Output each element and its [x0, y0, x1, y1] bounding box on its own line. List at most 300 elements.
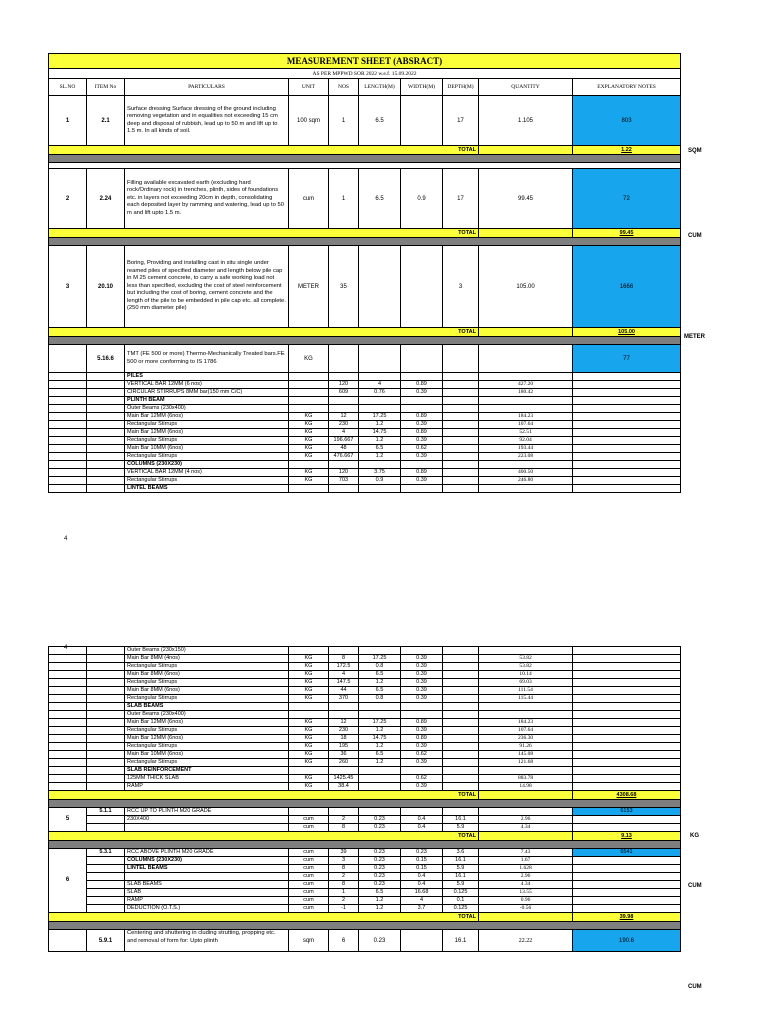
item-6-depth: 16.1	[443, 857, 479, 865]
item-4-nos: 147.5	[329, 679, 359, 687]
header-length: LENGTH(M)	[359, 79, 401, 96]
item-4-quantity	[479, 373, 573, 381]
item-4-quantity: 400.50	[479, 469, 573, 477]
item-6-width: 3.7	[401, 905, 443, 913]
item-5-quantity: 4.34	[479, 824, 573, 832]
item-6-rows	[49, 849, 681, 913]
table-row	[49, 413, 681, 421]
table-row	[49, 767, 681, 775]
table-row	[49, 865, 681, 873]
item-3-depth: 3	[443, 246, 479, 328]
item-4-unit: KG	[289, 671, 329, 679]
item-4-unit	[289, 381, 329, 389]
item-4-length: 1.2	[359, 759, 401, 767]
item-4-quantity: 111.54	[479, 687, 573, 695]
item-4-quantity	[479, 485, 573, 493]
item-4-nos: 4	[329, 429, 359, 437]
item-4-particulars: Main Bar 8MM (6nos)	[125, 687, 289, 695]
table-row	[49, 381, 681, 389]
item-5-length: 0.23	[359, 816, 401, 824]
table-row	[49, 437, 681, 445]
item-1-note: 803	[573, 96, 681, 146]
table-row	[49, 453, 681, 461]
item-4-particulars: Main Bar 12MM (6nos)	[125, 429, 289, 437]
item-4-nos: 4	[329, 671, 359, 679]
item-2-sl: 2	[49, 169, 87, 229]
item-4-unit: KG	[289, 413, 329, 421]
item-6-particulars: SLAB BEAMS	[125, 881, 289, 889]
table-row	[49, 881, 681, 889]
item-4-quantity: 145.08	[479, 751, 573, 759]
item-4-width: 0.39	[401, 477, 443, 485]
item-4-width: 0.62	[401, 445, 443, 453]
item-6-particulars: SLAB	[125, 889, 289, 897]
item-4-width: 0.39	[401, 421, 443, 429]
item-4-quantity: 115.44	[479, 695, 573, 703]
item-5-depth: 5.9	[443, 824, 479, 832]
item-4-particulars: Main Bar 12MM (6nos)	[125, 413, 289, 421]
item-4-unit: KG	[289, 477, 329, 485]
item-6-unit: cum	[289, 865, 329, 873]
item-4-unit: KG	[289, 783, 329, 791]
item-5-total: 9.13	[573, 832, 681, 841]
item-4-length	[359, 775, 401, 783]
total-label: TOTAL	[49, 229, 479, 238]
item-6-total-unit: CUM	[688, 984, 702, 990]
item-4-unit	[289, 647, 329, 655]
table-row	[49, 905, 681, 913]
item-4-quantity: 10.14	[479, 671, 573, 679]
item-4-particulars: Rectangular Stirrups	[125, 743, 289, 751]
separator	[49, 337, 681, 345]
item-6-unit: cum	[289, 905, 329, 913]
item-4-unit	[289, 711, 329, 719]
item-4-unit	[289, 485, 329, 493]
item-4-unit	[289, 373, 329, 381]
item-4-width: 0.39	[401, 437, 443, 445]
item-4-quantity: 53.82	[479, 655, 573, 663]
header-quantity: QUANTITY	[479, 79, 573, 96]
item-6-width: 16.68	[401, 889, 443, 897]
item-6-quantity: 2.96	[479, 873, 573, 881]
item-6-quantity: -0.56	[479, 905, 573, 913]
item-4-width: 0.39	[401, 783, 443, 791]
item-3-particulars: Boring, Providing and installing cast in situ single under reamed piles of specified diameter and length below pile cap in M 25 cement concrete, to carry a safe working load not less than specified, excluding the cost of steel reinforcement but including the cost of boring, cement concrete and the length of the pile to be embedded in pile cap etc. all complete. (250 mm diameter pile)	[125, 246, 289, 328]
table-row	[49, 897, 681, 905]
item-4-unit	[289, 397, 329, 405]
item-4-width	[401, 767, 443, 775]
item-4-width: 0.39	[401, 727, 443, 735]
item-6-width: 0.15	[401, 857, 443, 865]
total-label: TOTAL	[49, 913, 479, 922]
item-4-particulars: Main Bar 12MM (6nos)	[125, 719, 289, 727]
item-7-item-no: 5.9.1	[87, 930, 125, 952]
item-5-nos: 2	[329, 816, 359, 824]
item-4-width: 0.39	[401, 695, 443, 703]
item-4-nos: 12	[329, 413, 359, 421]
item-4-length: 17.25	[359, 413, 401, 421]
item-7-particulars: Centering and shuttering in cluding strutting, propping etc. and removal of form for: Upto plinth	[125, 930, 289, 952]
item-6-depth: 0.125	[443, 905, 479, 913]
item-4-quantity: 92.04	[479, 437, 573, 445]
item-6-length: 0.23	[359, 849, 401, 857]
item-4-length	[359, 485, 401, 493]
item-6-particulars: DEDUCTION (O.T.S.)	[125, 905, 289, 913]
total-label: TOTAL	[49, 328, 479, 337]
item-6-depth: 0.125	[443, 889, 479, 897]
item-4-width: 0.39	[401, 759, 443, 767]
item-4-nos	[329, 703, 359, 711]
item-1-total: 1.22	[573, 146, 681, 155]
table-row	[49, 671, 681, 679]
table-row	[49, 461, 681, 469]
table-row	[49, 849, 681, 857]
item-6-nos: 8	[329, 881, 359, 889]
measurement-table-lower	[48, 646, 681, 952]
item-6-quantity: 7.43	[479, 849, 573, 857]
sheet-upper	[48, 53, 680, 493]
item-4-width: 0.39	[401, 389, 443, 397]
item-6-total-row	[49, 913, 681, 922]
item-6-depth: 0.1	[443, 897, 479, 905]
item-5-depth: 16.1	[443, 816, 479, 824]
item-3-length	[359, 246, 401, 328]
item-4-nos: 120	[329, 469, 359, 477]
item-5-unit: cum	[289, 816, 329, 824]
item-4-quantity: 184.23	[479, 413, 573, 421]
item-4-total-row	[49, 791, 681, 800]
item-4-particulars: VERTICAL BAR 12MM (4 nos)	[125, 469, 289, 477]
sheet-title: MEASUREMENT SHEET (ABSRACT)	[49, 54, 681, 69]
item-4-unit: KG	[289, 759, 329, 767]
item-4-width: 0.39	[401, 687, 443, 695]
item-4-particulars: Main Bar 12MM (6nos)	[125, 735, 289, 743]
item-3-note: 1666	[573, 246, 681, 328]
item-4-width	[401, 647, 443, 655]
item-4-unit: KG	[289, 775, 329, 783]
table-row	[49, 655, 681, 663]
item-4-unit: KG	[289, 429, 329, 437]
item-4-unit: KG	[289, 679, 329, 687]
item-4-nos: 38.4	[329, 783, 359, 791]
item-5-total-unit: CUM	[688, 883, 702, 889]
item-1-particulars: Surface dressing Surface dressing of the ground including removing vegetation and in equalities not exceeding 15 cm deep and disposal of rubbish, lead up to 50 m and lift up to 1.5 m. In all kinds of soil.	[125, 96, 289, 146]
item-6-nos: 1	[329, 889, 359, 897]
item-4-total: 4308.68	[573, 791, 681, 800]
item-4-width: 0.89	[401, 429, 443, 437]
item-4-particulars: VERTICAL BAR 12MM (6 nos)	[125, 381, 289, 389]
table-row	[49, 727, 681, 735]
table-row	[49, 703, 681, 711]
item-4-particulars: PLINTH BEAM	[125, 397, 289, 405]
item-5-note: 6153	[573, 808, 681, 816]
item-4-nos	[329, 397, 359, 405]
table-row	[49, 783, 681, 791]
item-4-length	[359, 783, 401, 791]
item-4-nos: 370	[329, 695, 359, 703]
item-4-particulars: Main Bar 10MM (6nos)	[125, 751, 289, 759]
item-4-quantity	[479, 647, 573, 655]
item-4-length: 6.5	[359, 751, 401, 759]
table-row	[49, 759, 681, 767]
item-4-nos: 120	[329, 381, 359, 389]
table-row	[49, 873, 681, 881]
item-6-unit: cum	[289, 889, 329, 897]
item-5-unit	[289, 808, 329, 816]
item-4-particulars: 125MM THICK SLAB	[125, 775, 289, 783]
item-6-length: 1.2	[359, 897, 401, 905]
item-5-item-no: 5.1.1	[87, 808, 125, 816]
item-4-width: 0.39	[401, 453, 443, 461]
item-5-particulars: RCC UP TO PLINTH M20 GRADE	[125, 808, 289, 816]
item-5-nos	[329, 808, 359, 816]
item-1-quantity: 1.105	[479, 96, 573, 146]
item-4-total-unit: KG	[690, 833, 699, 839]
item-4-particulars: Rectangular Stirrups	[125, 663, 289, 671]
sheet-lower	[48, 646, 680, 952]
item-6-depth: 5.9	[443, 881, 479, 889]
table-row	[49, 808, 681, 816]
item-7-unit: sqm	[289, 930, 329, 952]
item-1-depth: 17	[443, 96, 479, 146]
item-7-quantity: 22.22	[479, 930, 573, 952]
header-item-no: ITEM No	[87, 79, 125, 96]
item-4-particulars: RAMP	[125, 783, 289, 791]
item-4-unit: KG	[289, 727, 329, 735]
item-5-depth	[443, 808, 479, 816]
item-4-unit: KG	[289, 663, 329, 671]
item-4-length: 1.2	[359, 727, 401, 735]
item-4-particulars: SLAB BEAMS	[125, 703, 289, 711]
item-1-sl: 1	[49, 96, 87, 146]
item-6-width: 0.4	[401, 873, 443, 881]
item-6-width: 0.23	[401, 849, 443, 857]
item-4-unit: KG	[289, 345, 329, 373]
item-2-length: 6.5	[359, 169, 401, 229]
item-4-width: 0.39	[401, 663, 443, 671]
item-4-particulars: TMT (FE 500 or more) Thermo-Mechanically Treated bars.FE 500 or more conforming to IS 1786	[125, 345, 289, 373]
item-4-quantity: 52.51	[479, 429, 573, 437]
item-4-nos: 36	[329, 751, 359, 759]
item-4-unit: KG	[289, 687, 329, 695]
item-4-width: 0.39	[401, 679, 443, 687]
item-4-unit: KG	[289, 421, 329, 429]
item-6-width: 0.4	[401, 881, 443, 889]
item-6-nos: 2	[329, 897, 359, 905]
item-4-particulars: Rectangular Stirrups	[125, 695, 289, 703]
item-4-width: 0.62	[401, 775, 443, 783]
item-6-quantity: 1.628	[479, 865, 573, 873]
item-4-quantity: 193.44	[479, 445, 573, 453]
item-4-nos: 476.667	[329, 453, 359, 461]
item-4-unit: KG	[289, 743, 329, 751]
table-row	[49, 485, 681, 493]
header-unit: UNIT	[289, 79, 329, 96]
item-5-particulars: 230X400	[125, 816, 289, 824]
item-4-length: 17.25	[359, 655, 401, 663]
item-4-length: 1.2	[359, 679, 401, 687]
item-4-unit	[289, 389, 329, 397]
item-4-length	[359, 703, 401, 711]
item-4-particulars: LINTEL BEAMS	[125, 485, 289, 493]
item-4-nos: 196.667	[329, 437, 359, 445]
item-6-depth: 16.1	[443, 873, 479, 881]
item-4-width: 0.89	[401, 413, 443, 421]
item-4-particulars: Rectangular Stirrups	[125, 679, 289, 687]
item-6-depth: 3.6	[443, 849, 479, 857]
item-6-width: 0.15	[401, 865, 443, 873]
item-6-quantity: 0.96	[479, 897, 573, 905]
measurement-table-upper	[48, 53, 681, 493]
item-3-total-row	[49, 328, 681, 337]
separator	[49, 922, 681, 930]
item-4-quantity: 427.20	[479, 381, 573, 389]
item-6-length: 1.2	[359, 905, 401, 913]
item-4-width: 0.39	[401, 655, 443, 663]
item-5-particulars	[125, 824, 289, 832]
item-6-length: 0.23	[359, 857, 401, 865]
item-4-length: 0.8	[359, 695, 401, 703]
item-6-quantity: 4.34	[479, 881, 573, 889]
total-label: TOTAL	[49, 832, 479, 841]
item-4-nos	[329, 405, 359, 413]
item-3-sl: 3	[49, 246, 87, 328]
item-2-note: 72	[573, 169, 681, 229]
table-row	[49, 735, 681, 743]
item-4-quantity: 53.82	[479, 663, 573, 671]
header-width: WIDTH(M)	[401, 79, 443, 96]
item-6-unit: cum	[289, 857, 329, 865]
item-4-length: 1.2	[359, 453, 401, 461]
item-4-length: 1.2	[359, 437, 401, 445]
item-6-note: 6541	[573, 849, 681, 857]
item-4-length: 1.2	[359, 743, 401, 751]
item-4-nos	[329, 461, 359, 469]
item-1-item-no: 2.1	[87, 96, 125, 146]
item-4-length	[359, 647, 401, 655]
item-5-length	[359, 808, 401, 816]
item-4-quantity: 180.42	[479, 389, 573, 397]
item-4-particulars: Outer Beams (230x400)	[125, 405, 289, 413]
item-4-quantity	[479, 405, 573, 413]
item-3-total-unit: METER	[684, 334, 705, 340]
item-4-unit: KG	[289, 469, 329, 477]
item-4-quantity: 121.68	[479, 759, 573, 767]
item-4-quantity: 107.64	[479, 421, 573, 429]
item-4-width: 0.89	[401, 735, 443, 743]
item-1-total-unit: SQM	[688, 148, 702, 154]
item-6-length: 6.5	[359, 889, 401, 897]
item-4-width	[401, 485, 443, 493]
table-row	[49, 711, 681, 719]
item-5-width: 0.4	[401, 824, 443, 832]
item-2-row	[49, 169, 681, 229]
item-4-length: 4	[359, 381, 401, 389]
item-4-length	[359, 373, 401, 381]
table-row	[49, 824, 681, 832]
item-4-particulars: Rectangular Stirrups	[125, 727, 289, 735]
item-1-total-row	[49, 146, 681, 155]
item-4-subrows-b	[49, 647, 681, 791]
item-4-nos: 609	[329, 389, 359, 397]
item-4-length: 6.5	[359, 687, 401, 695]
item-5-nos: 8	[329, 824, 359, 832]
item-4-subrows-a	[49, 373, 681, 493]
item-4-quantity	[479, 397, 573, 405]
table-row	[49, 857, 681, 865]
item-4-length: 14.75	[359, 429, 401, 437]
separator	[49, 238, 681, 246]
item-2-total: 99.45	[573, 229, 681, 238]
item-6-nos: 2	[329, 873, 359, 881]
table-row	[49, 421, 681, 429]
item-5-quantity: 2.96	[479, 816, 573, 824]
item-6-width: 4	[401, 897, 443, 905]
item-6-nos: 3	[329, 857, 359, 865]
item-7-depth: 16.1	[443, 930, 479, 952]
item-2-depth: 17	[443, 169, 479, 229]
item-4-particulars: COLUMNS (230X230)	[125, 461, 289, 469]
item-6-unit: cum	[289, 873, 329, 881]
item-4-length: 6.5	[359, 445, 401, 453]
item-4-particulars: Rectangular Stirrups	[125, 453, 289, 461]
item-4-width	[401, 461, 443, 469]
item-3-nos: 35	[329, 246, 359, 328]
item-6-nos: 39	[329, 849, 359, 857]
item-4-quantity	[479, 461, 573, 469]
item-4-width: 0.39	[401, 671, 443, 679]
header-slno: SL.NO	[49, 79, 87, 96]
item-4-width	[401, 397, 443, 405]
item-1-width	[401, 96, 443, 146]
item-6-particulars: COLUMNS (230X230)	[125, 857, 289, 865]
item-4-particulars: Main Bar 8MM (6nos)	[125, 671, 289, 679]
item-6-total: 39.98	[573, 913, 681, 922]
item-4-nos	[329, 647, 359, 655]
header-explanatory-notes: EXPLANATORY NOTES	[573, 79, 681, 96]
item-6-particulars	[125, 873, 289, 881]
item-6-length: 0.23	[359, 881, 401, 889]
item-5-total-row	[49, 832, 681, 841]
item-4-length: 17.25	[359, 719, 401, 727]
item-4-quantity: 91.26	[479, 743, 573, 751]
item-1-row	[49, 96, 681, 146]
item-6-item-no: 5.3.1	[87, 849, 125, 857]
separator	[49, 800, 681, 808]
item-7-length: 0.23	[359, 930, 401, 952]
item-6-particulars: RCC ABOVE PLINTH M20 GRADE	[125, 849, 289, 857]
item-4-note: 77	[573, 345, 681, 373]
header-nos: NOS	[329, 79, 359, 96]
item-6-length: 0.23	[359, 865, 401, 873]
item-2-total-unit: CUM	[688, 233, 702, 239]
item-4-width	[401, 711, 443, 719]
item-3-width	[401, 246, 443, 328]
item-4-width: 0.89	[401, 719, 443, 727]
item-7-width	[401, 930, 443, 952]
item-4-nos: 703	[329, 477, 359, 485]
item-5-length: 0.23	[359, 824, 401, 832]
item-4-quantity: 223.08	[479, 453, 573, 461]
item-2-particulars: Filling available excavated earth (excluding hard rock/Ordinary rock) in trenches, plinth, sides of foundations etc. in layers not exceeding 20cm in depth, consolidating each deposited layer by ramming and watering, lead up to 50 m and lift upto 1.5 m.	[125, 169, 289, 229]
item-4-length: 0.8	[359, 663, 401, 671]
item-5-unit: cum	[289, 824, 329, 832]
item-4-particulars: Rectangular Stirrups	[125, 437, 289, 445]
item-4-unit: KG	[289, 437, 329, 445]
item-4-nos	[329, 373, 359, 381]
table-row	[49, 743, 681, 751]
item-5-width: 0.4	[401, 816, 443, 824]
